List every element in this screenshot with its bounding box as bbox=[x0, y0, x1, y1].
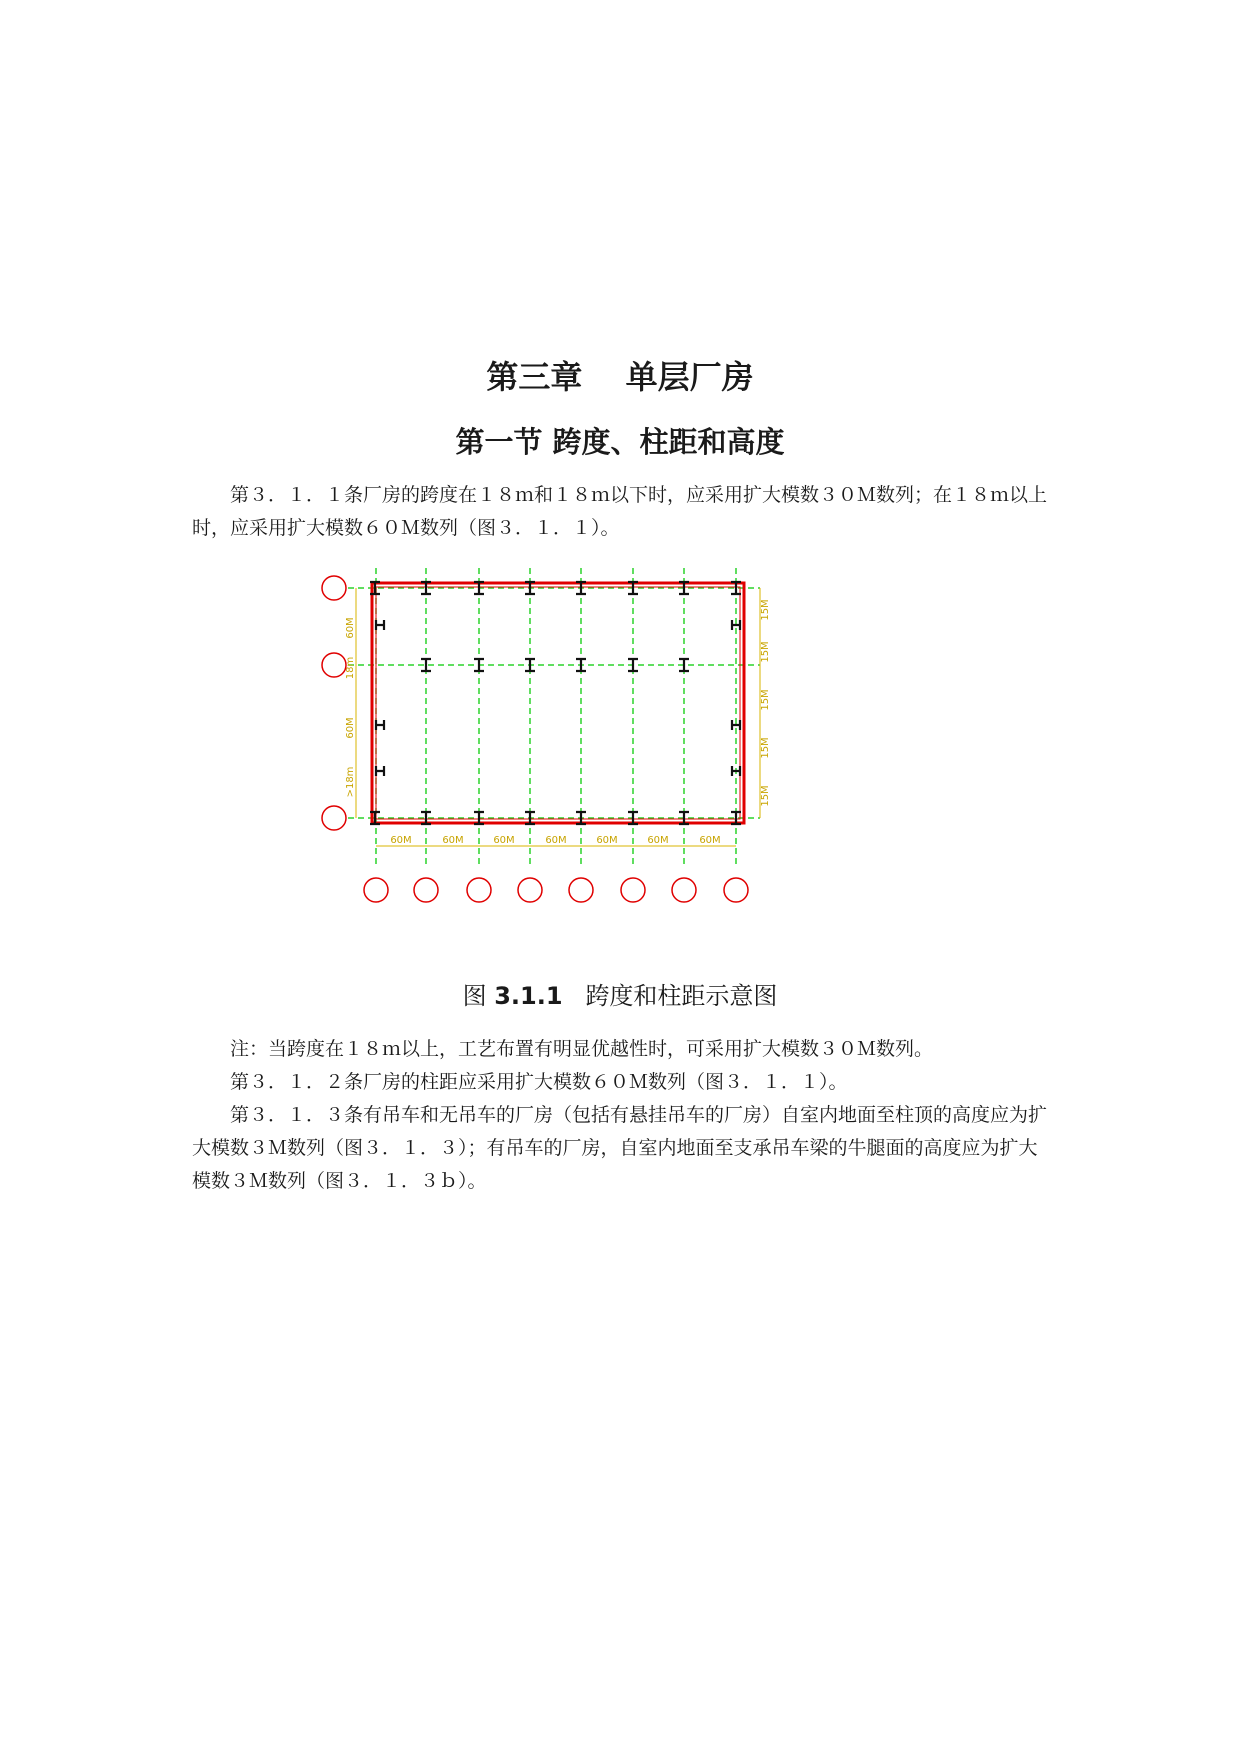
left-dim-4: >18m bbox=[345, 766, 356, 798]
clause-3-1-2: 第３．１．２条厂房的柱距应采用扩大模数６０Ｍ数列（图３．１．１）。 bbox=[230, 1071, 848, 1093]
bottom-dim-1: 60M bbox=[390, 835, 412, 846]
left-dim-2: 18m bbox=[345, 656, 356, 680]
left-dim-3: 60M bbox=[345, 717, 356, 739]
note-text: 注：当跨度在１８ｍ以上，工艺布置有明显优越性时，可采用扩大模数３０Ｍ数列。 bbox=[230, 1038, 934, 1060]
bottom-dim-4: 60M bbox=[545, 835, 567, 846]
right-dim-3: 15M bbox=[760, 689, 771, 711]
right-dim-1: 15M bbox=[760, 599, 771, 621]
section-title: 第一节 跨度、柱距和高度 bbox=[455, 425, 785, 459]
figure-caption-number: 3.1.1 bbox=[494, 982, 563, 1010]
bottom-dim-6: 60M bbox=[647, 835, 669, 846]
figure-caption-prefix: 图 bbox=[462, 982, 487, 1010]
bottom-dim-7: 60M bbox=[699, 835, 721, 846]
dimension-lines bbox=[356, 588, 760, 846]
left-dim-1: 60M bbox=[345, 617, 356, 639]
right-dim-4: 15M bbox=[760, 737, 771, 759]
bottom-dim-5: 60M bbox=[596, 835, 618, 846]
figure-caption-text: 跨度和柱距示意图 bbox=[585, 982, 778, 1010]
right-dim-5: 15M bbox=[760, 785, 771, 807]
clause-3-1-1: 第３．１．１条厂房的跨度在１８ｍ和１８ｍ以下时，应采用扩大模数３０Ｍ数列；在１８ｍ以上时，应采用扩大模数６０Ｍ数列（图３．１．１）。 bbox=[192, 484, 1048, 539]
figure-caption bbox=[0, 976, 1240, 1011]
notes-block bbox=[192, 1033, 1052, 1198]
outer-wall bbox=[372, 583, 744, 823]
chapter-title: 第三章 单层厂房 bbox=[486, 358, 754, 396]
right-dim-2: 15M bbox=[760, 641, 771, 663]
grid-lines bbox=[348, 568, 760, 865]
clause-3-1-3: 第３．１．３条有吊车和无吊车的厂房（包括有悬挂吊车的厂房）自室内地面至柱顶的高度应为扩大模数３Ｍ数列（图３．１．３）；有吊车的厂房，自室内地面至支承吊车梁的牛腿面的高度应为扩大模数３Ｍ数列（图３．１．３ｂ）。 bbox=[192, 1104, 1048, 1192]
bottom-dim-3: 60M bbox=[493, 835, 515, 846]
span-column-diagram bbox=[320, 560, 880, 920]
bottom-dim-2: 60M bbox=[442, 835, 464, 846]
